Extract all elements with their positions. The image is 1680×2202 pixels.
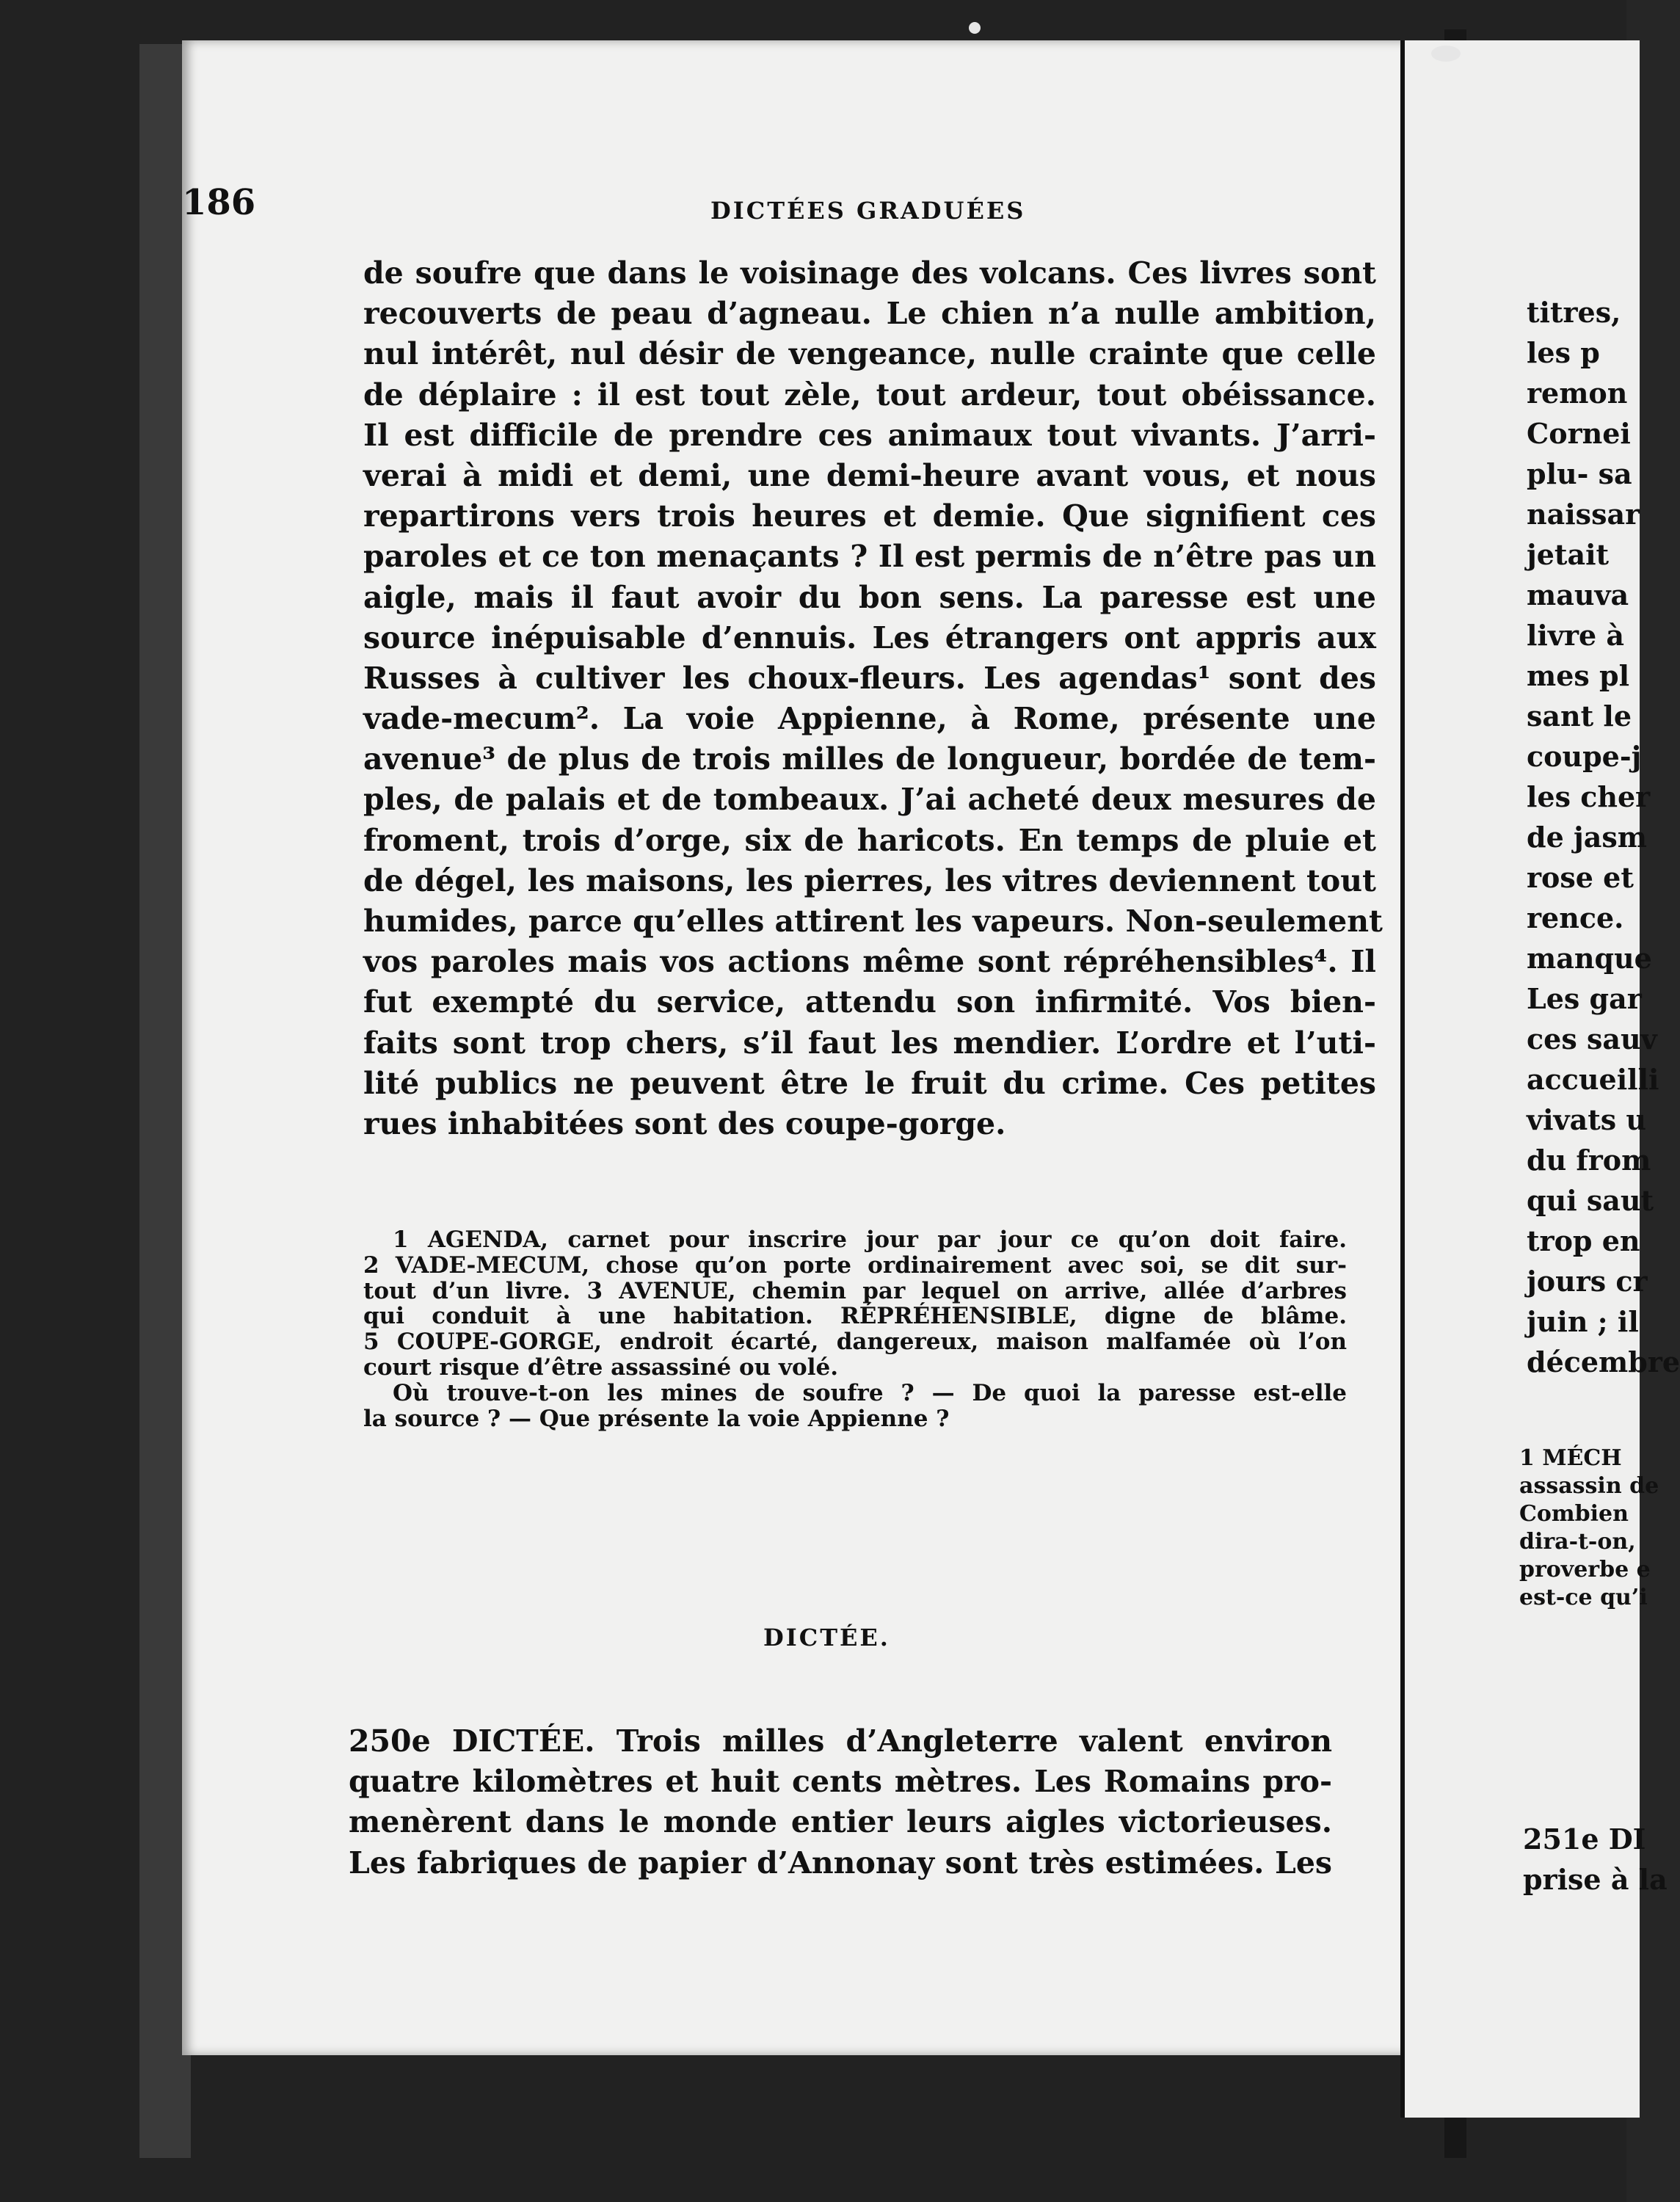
right-note-line: proverbe e: [1519, 1557, 1651, 1583]
question-line: la source ? — Que présente la voie Appienne ?: [363, 1405, 950, 1432]
right-line: qui saut: [1527, 1184, 1654, 1217]
right-line: mauva: [1527, 578, 1629, 611]
footnote-line: 1 AGENDA, carnet pour inscrire jour par jour ce qu’on doit faire.: [393, 1227, 1347, 1253]
footnotes: [363, 1227, 1347, 1431]
right-line: du from: [1527, 1144, 1651, 1177]
right-line: décembre: [1527, 1345, 1680, 1378]
running-title: DICTÉES GRADUÉES: [710, 197, 1026, 225]
body-line: verai à midi et demi, une demi-heure avant vous, et nous: [363, 457, 1376, 493]
right-dictee-line: 251e DI: [1523, 1823, 1646, 1856]
right-line: mes pl: [1527, 659, 1630, 692]
body-line: de déplaire : il est tout zèle, tout ardeur, tout obéissance.: [363, 377, 1376, 413]
body-line: aigle, mais il faut avoir du bon sens. La paresse est une: [363, 579, 1376, 615]
body-line: fut exempté du service, attendu son infirmité. Vos bien-: [363, 984, 1376, 1020]
dictee-250: [349, 1721, 1332, 1883]
footnote-line: 5 COUPE-GORGE, endroit écarté, dangereux, maison malfamée où l’on: [363, 1329, 1347, 1356]
body-line: avenue³ de plus de trois milles de longueur, bordée de tem-: [363, 741, 1376, 777]
right-line: Les gar: [1527, 982, 1642, 1015]
right-note-line: 1 MÉCH: [1519, 1445, 1622, 1471]
dictee-line: quatre kilomètres et huit cents mètres. Les Romains pro-: [349, 1764, 1332, 1800]
scan-speck: [969, 22, 981, 34]
body-line: vos paroles mais vos actions même sont répréhensibles⁴. Il: [363, 944, 1376, 980]
right-line: trop en: [1527, 1224, 1640, 1257]
dictee-line: 250e DICTÉE. Trois milles d’Angleterre valent environ: [349, 1723, 1332, 1759]
right-note-line: assassin de: [1519, 1473, 1659, 1499]
right-line: jetait: [1527, 538, 1610, 571]
body-line: repartirons vers trois heures et demie. Que signifient ces: [363, 498, 1376, 534]
body-line: source inépuisable d’ennuis. Les étrangers ont appris aux: [363, 619, 1376, 655]
body-line: vade-mecum². La voie Appienne, à Rome, présente une: [363, 701, 1376, 737]
dictee-line: Les fabriques de papier d’Annonay sont très estimées. Les: [349, 1845, 1332, 1881]
dictee-line: menèrent dans le monde entier leurs aigles victorieuses.: [349, 1804, 1332, 1840]
body-line: Russes à cultiver les choux-fleurs. Les agendas¹ sont des: [363, 660, 1376, 696]
right-line: jours cr: [1527, 1265, 1648, 1298]
body-line: froment, trois d’orge, six de haricots. En temps de pluie et: [363, 822, 1376, 858]
footnote-line: qui conduit à une habitation. RÉPRÉHENSIBLE, digne de blâme.: [363, 1303, 1347, 1330]
right-line: titres,: [1527, 296, 1621, 329]
right-note-line: Combien: [1519, 1501, 1629, 1527]
right-line: les p: [1527, 336, 1600, 369]
section-title: DICTÉE.: [763, 1624, 890, 1652]
right-line: livre à: [1527, 619, 1624, 652]
page-number: 186: [182, 182, 256, 223]
right-line: vivats u: [1527, 1103, 1647, 1136]
body-line: lité publics ne peuvent être le fruit du crime. Ces petites: [363, 1065, 1376, 1101]
body-line: Il est difficile de prendre ces animaux tout vivants. J’arri-: [363, 417, 1376, 453]
body-line: ples, de palais et de tombeaux. J’ai acheté deux mesures de: [363, 782, 1376, 818]
body-line: de dégel, les maisons, les pierres, les vitres deviennent tout: [363, 862, 1376, 898]
right-line: plu- sa: [1527, 457, 1632, 490]
right-dictee-line: prise à la: [1523, 1863, 1668, 1896]
right-line: Cornei: [1527, 417, 1631, 450]
right-line: manque: [1527, 942, 1652, 975]
body-line: recouverts de peau d’agneau. Le chien n’a nulle ambition,: [363, 296, 1376, 332]
scan-speck: [1431, 46, 1461, 62]
right-page-text: [1527, 292, 1680, 1382]
question-line: Où trouve-t-on les mines de soufre ? — De quoi la paresse est-elle: [393, 1379, 1347, 1406]
right-line: rose et: [1527, 861, 1634, 894]
body-line: de soufre que dans le voisinage des volcans. Ces livres sont: [363, 255, 1376, 291]
body-text: [363, 253, 1383, 1144]
right-page-notes: [1519, 1445, 1659, 1612]
body-line: nul intérêt, nul désir de vengeance, nulle crainte que celle: [363, 336, 1376, 372]
right-page-dictee: [1523, 1819, 1668, 1900]
right-line: ces sauv: [1527, 1022, 1657, 1055]
right-line: accueilli: [1527, 1063, 1659, 1096]
right-line: de jasm: [1527, 821, 1647, 854]
right-line: les cher: [1527, 780, 1651, 813]
right-line: remon: [1527, 377, 1628, 410]
body-line: rues inhabitées sont des coupe-gorge.: [363, 1105, 1006, 1141]
right-line: sant le: [1527, 700, 1632, 733]
right-line: coupe-j: [1527, 740, 1642, 773]
right-note-line: est-ce qu’i: [1519, 1585, 1648, 1610]
right-line: rence.: [1527, 901, 1624, 934]
right-line: juin ; il: [1527, 1305, 1639, 1338]
right-note-line: dira-t-on,: [1519, 1529, 1636, 1555]
footnote-line: court risque d’être assassiné ou volé.: [363, 1353, 838, 1381]
body-line: faits sont trop chers, s’il faut les mendier. L’ordre et l’uti-: [363, 1025, 1376, 1061]
right-line: naissar: [1527, 498, 1640, 531]
body-line: humides, parce qu’elles attirent les vapeurs. Non-seulement: [363, 904, 1383, 939]
body-line: paroles et ce ton menaçants ? Il est permis de n’être pas un: [363, 539, 1376, 575]
footnote-line: tout d’un livre. 3 AVENUE, chemin par lequel on arrive, allée d’arbres: [363, 1277, 1347, 1304]
footnote-line: 2 VADE-MECUM, chose qu’on porte ordinairement avec soi, se dit sur-: [363, 1251, 1347, 1279]
